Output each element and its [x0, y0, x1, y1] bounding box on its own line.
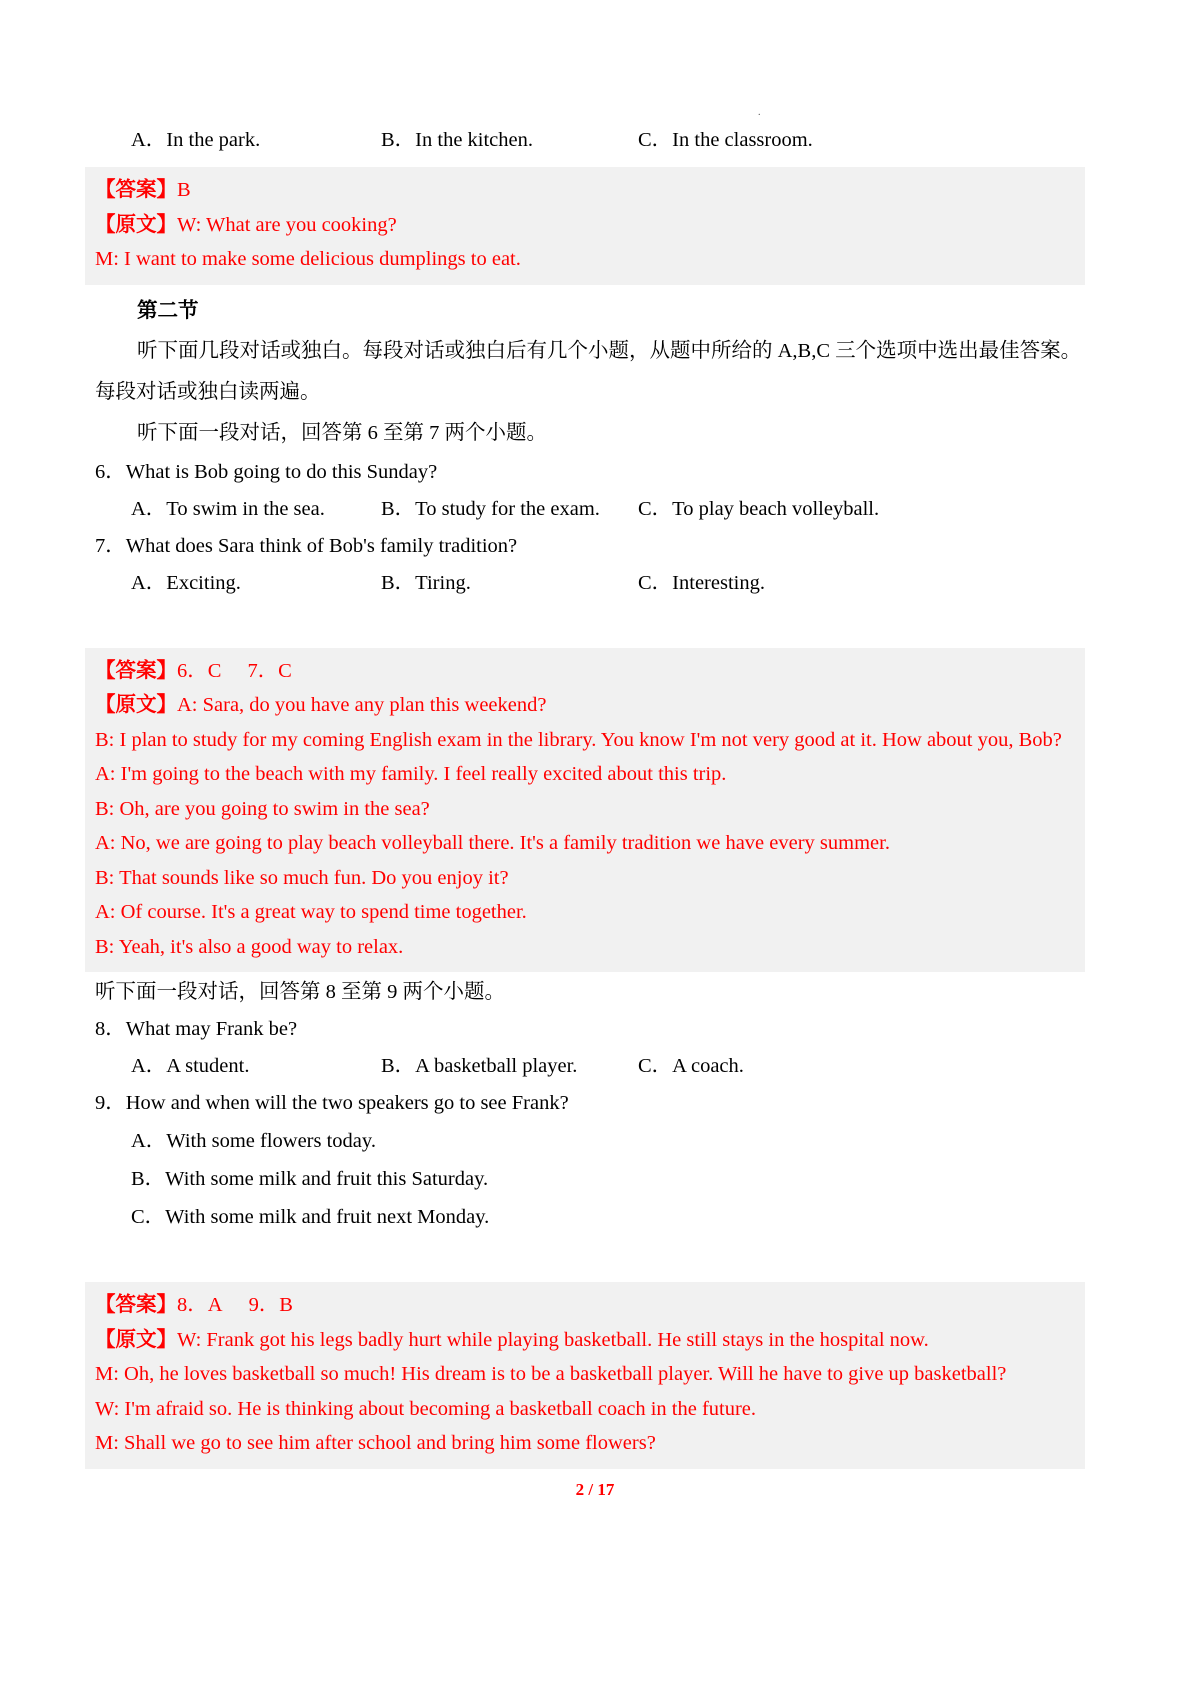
script-tag: 【原文】	[95, 1328, 177, 1351]
script-line: W: I'm afraid so. He is thinking about becoming a basketball coach in the future.	[95, 1397, 757, 1420]
answer-value-6: 6．C	[177, 659, 222, 682]
answer-box-3	[85, 1282, 1085, 1469]
directive-6-7: 听下面一段对话，回答第 6 至第 7 两个小题。	[137, 421, 547, 444]
script-line	[95, 208, 1075, 243]
question-7-options	[95, 565, 1095, 602]
answer-tag: 【答案】	[95, 1294, 177, 1316]
script-line: B: I plan to study for my coming English exam in the library. You know I'm not very good at it. How about you, Bob?	[95, 728, 1062, 751]
section-heading: 第二节	[137, 299, 199, 322]
question-6-stem: 6．What is Bob going to do this Sunday?	[95, 460, 438, 483]
script-line	[95, 688, 1075, 723]
directive-8-9: 听下面一段对话，回答第 8 至第 9 两个小题。	[95, 981, 505, 1003]
script-line: A: No, we are going to play beach volleyball there. It's a family tradition we have every summer.	[95, 832, 890, 854]
section-instruction: 听下面几段对话或独白。每段对话或独白后有几个小题，从题中所给的 A,B,C 三个选项中选出最佳答案。每段对话或独白读两遍。	[95, 339, 1082, 403]
option-a[interactable]: A．In the park.	[131, 129, 261, 151]
script-tag: 【原文】	[95, 694, 177, 716]
script-text: W: Frank got his legs badly hurt while playing basketball. He still stays in the hospital now.	[177, 1328, 929, 1351]
script-line: B: Yeah, it's also a good way to relax.	[95, 935, 404, 958]
script-line: B: That sounds like so much fun. Do you enjoy it?	[95, 866, 509, 889]
script-line: A: I'm going to the beach with my family. I feel really excited about this trip.	[95, 763, 727, 785]
option-a[interactable]: A．To swim in the sea.	[131, 497, 325, 520]
answer-value: B	[177, 179, 191, 201]
option-a[interactable]: A．A student.	[131, 1055, 250, 1077]
script-line: M: Oh, he loves basketball so much! His dream is to be a basketball player. Will he have to give up basketball?	[95, 1363, 1007, 1385]
option-b[interactable]: B．With some milk and fruit this Saturday.	[131, 1168, 489, 1190]
page-footer: 2 / 17	[575, 1480, 615, 1499]
stray-dot-mark: .	[758, 107, 761, 118]
answer-value-8: 8．A	[177, 1294, 223, 1316]
script-tag: 【原文】	[95, 213, 177, 236]
answer-value-9: 9．B	[248, 1294, 293, 1316]
option-c[interactable]: C．In the classroom.	[638, 129, 813, 151]
script-line: M: Shall we go to see him after school and bring him some flowers?	[95, 1432, 656, 1454]
answer-value-7: 7．C	[247, 659, 292, 682]
answer-box-1	[85, 167, 1085, 285]
option-c[interactable]: C．Interesting.	[638, 571, 765, 594]
question-8-options	[95, 1048, 1095, 1085]
script-line: M: I want to make some delicious dumplings to eat.	[95, 248, 521, 270]
answer-line	[95, 173, 1075, 208]
question-8-stem: 8．What may Frank be?	[95, 1018, 298, 1040]
script-line: B: Oh, are you going to swim in the sea?	[95, 797, 430, 820]
page-content	[95, 0, 1095, 1469]
option-b[interactable]: B．To study for the exam.	[381, 497, 600, 520]
question-6-options	[95, 491, 1095, 528]
script-line: A: Of course. It's a great way to spend time together.	[95, 901, 527, 923]
answer-line	[95, 1288, 1075, 1323]
script-text: W: What are you cooking?	[177, 213, 397, 236]
option-c[interactable]: C．To play beach volleyball.	[638, 497, 880, 520]
option-c[interactable]: C．A coach.	[638, 1055, 744, 1077]
answer-box-2	[85, 648, 1085, 973]
question-5-options	[95, 122, 1095, 159]
script-line	[95, 1323, 1075, 1358]
option-b[interactable]: B．A basketball player.	[381, 1055, 578, 1077]
question-9-stem: 9．How and when will the two speakers go to see Frank?	[95, 1092, 569, 1114]
option-b[interactable]: B．Tiring.	[381, 571, 471, 594]
answer-line	[95, 654, 1075, 689]
option-c[interactable]: C．With some milk and fruit next Monday.	[131, 1206, 490, 1228]
answer-tag: 【答案】	[95, 659, 177, 682]
option-a[interactable]: A．With some flowers today.	[131, 1130, 376, 1152]
script-text: A: Sara, do you have any plan this weekend?	[177, 694, 547, 716]
option-a[interactable]: A．Exciting.	[131, 571, 241, 594]
question-7-stem: 7．What does Sara think of Bob's family tradition?	[95, 534, 518, 557]
option-b[interactable]: B．In the kitchen.	[381, 129, 534, 151]
answer-tag: 【答案】	[95, 179, 177, 201]
